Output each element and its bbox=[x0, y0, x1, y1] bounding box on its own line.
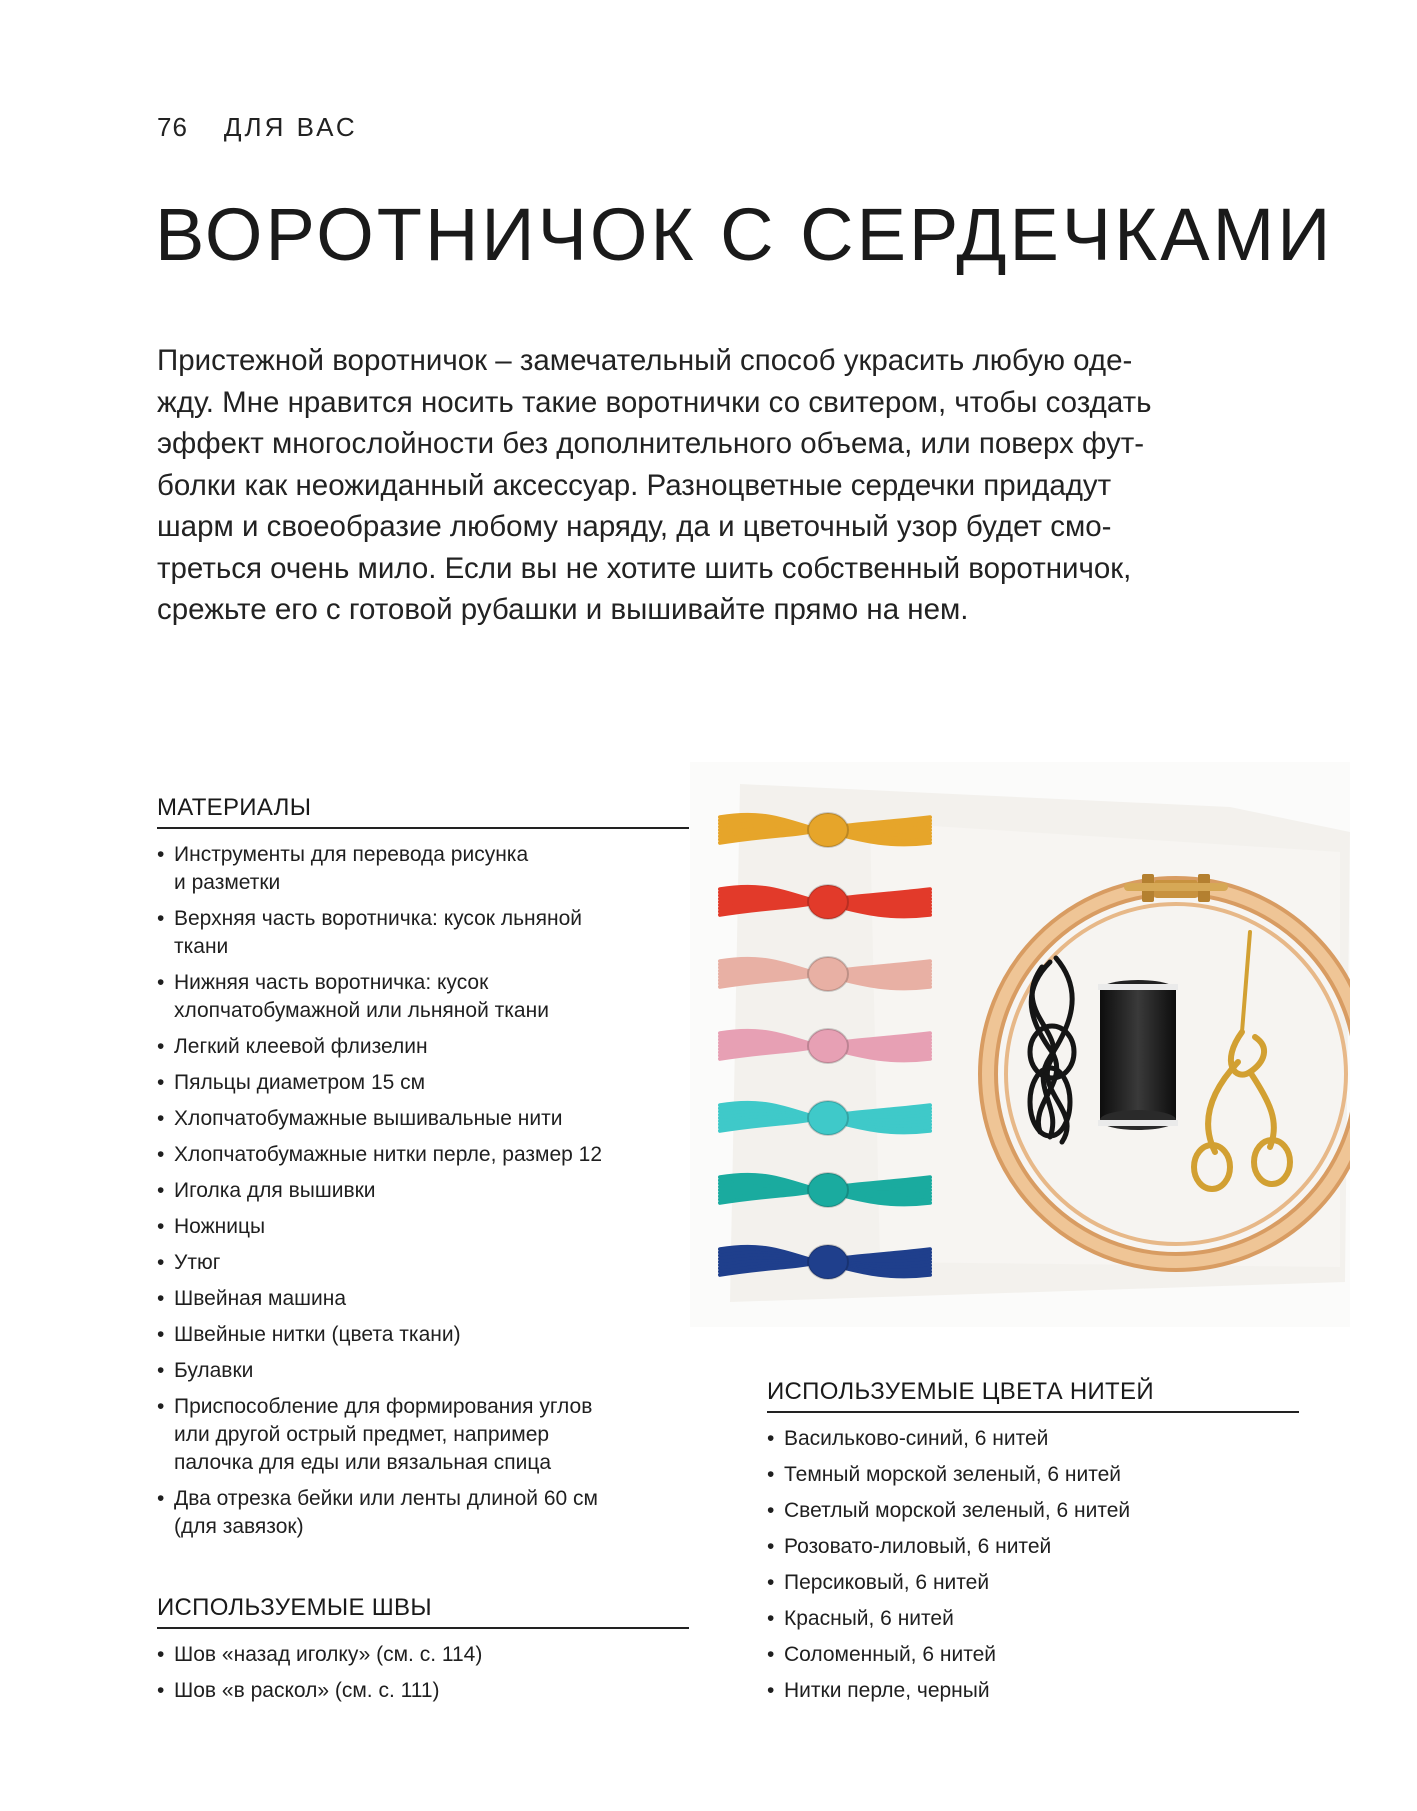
list-item-line: • Утюг bbox=[174, 1251, 221, 1274]
list-item-line: • Розовато-лиловый, 6 нитей bbox=[784, 1535, 1052, 1558]
list-item bbox=[157, 1141, 689, 1169]
list-item-line: • Два отрезка бейки или ленты длиной 60 см bbox=[174, 1487, 598, 1510]
list-item-line: • Шов «в раскол» (см. с. 111) bbox=[174, 1679, 440, 1702]
floss-knot bbox=[808, 957, 848, 991]
list-item-line: • Иголка для вышивки bbox=[174, 1179, 376, 1202]
list-item-line: • Персиковый, 6 нитей bbox=[784, 1571, 990, 1594]
list-item-line: ткани bbox=[174, 935, 229, 958]
floss-knot bbox=[808, 813, 848, 847]
list-item bbox=[157, 1213, 689, 1241]
black-thread-spool bbox=[1098, 980, 1178, 1130]
intro-line: шарм и своеобразие любому наряду, да и цветочный узор будет смо- bbox=[157, 510, 1112, 543]
intro-line: жду. Мне нравится носить такие воротнички со свитером, чтобы создать bbox=[157, 385, 1152, 419]
intro-line: треться очень мило. Если вы не хотите шить собственный воротничок, bbox=[157, 551, 1132, 585]
list-item-line: • Хлопчатобумажные вышивальные нити bbox=[174, 1107, 563, 1130]
list-item-line: • Нижняя часть воротничка: кусок bbox=[174, 971, 489, 994]
intro-line: эффект многослойности без дополнительного объема, или поверх фут- bbox=[157, 427, 1145, 460]
list-item-line: (для завязок) bbox=[174, 1515, 304, 1538]
list-item bbox=[157, 841, 689, 897]
materials-photo bbox=[690, 762, 1350, 1327]
list-item bbox=[157, 1393, 689, 1477]
list-item bbox=[767, 1425, 1299, 1453]
list-item-line: или другой острый предмет, например bbox=[174, 1423, 550, 1446]
floss-knot bbox=[808, 885, 848, 919]
intro-paragraph bbox=[157, 340, 1287, 631]
running-header bbox=[157, 112, 358, 143]
stitches-list bbox=[157, 1641, 689, 1705]
intro-line: срежьте его с готовой рубашки и вышивайте прямо на нем. bbox=[157, 593, 969, 626]
list-item-line: • Нитки перле, черный bbox=[784, 1679, 990, 1702]
list-item bbox=[157, 1641, 689, 1669]
list-item bbox=[157, 1069, 689, 1097]
materials-section bbox=[157, 794, 689, 1549]
list-item bbox=[767, 1677, 1299, 1705]
page-title: ВОРОТНИЧОК С СЕРДЕЧКАМИ bbox=[155, 193, 1334, 276]
list-item-line: • Соломенный, 6 нитей bbox=[784, 1643, 996, 1666]
floss-knot bbox=[808, 1101, 848, 1135]
list-item-line: хлопчатобумажной или льняной ткани bbox=[174, 999, 549, 1022]
list-item-line: • Булавки bbox=[174, 1359, 254, 1382]
list-item-line: • Шов «назад иголку» (см. с. 114) bbox=[174, 1643, 483, 1666]
stitches-section bbox=[157, 1594, 689, 1713]
list-item-line: • Пяльцы диаметром 15 см bbox=[174, 1071, 426, 1094]
floss-knot bbox=[808, 1029, 848, 1063]
intro-line: болки как неожиданный аксессуар. Разноцветные сердечки придадут bbox=[157, 468, 1112, 502]
list-item-line: • Легкий клеевой флизелин bbox=[174, 1035, 428, 1058]
list-item-line: • Верхняя часть воротничка: кусок льняной bbox=[174, 907, 582, 930]
list-item-line: • Ножницы bbox=[174, 1215, 266, 1238]
list-item bbox=[157, 1485, 689, 1541]
thread-colors-section bbox=[767, 1378, 1299, 1713]
list-item bbox=[157, 1677, 689, 1705]
list-item bbox=[157, 1285, 689, 1313]
floss-knot bbox=[808, 1173, 848, 1207]
list-item bbox=[157, 905, 689, 961]
materials-list bbox=[157, 841, 689, 1541]
list-item bbox=[767, 1533, 1299, 1561]
list-item-line: палочка для еды или вязальная спица bbox=[174, 1451, 552, 1474]
list-item-line: • Васильково-синий, 6 нитей bbox=[784, 1427, 1049, 1450]
materials-heading: МАТЕРИАЛЫ bbox=[157, 794, 689, 829]
list-item bbox=[767, 1461, 1299, 1489]
list-item bbox=[767, 1569, 1299, 1597]
list-item-line: • Приспособление для формирования углов bbox=[174, 1395, 593, 1418]
list-item bbox=[767, 1605, 1299, 1633]
floss-knot bbox=[808, 1245, 848, 1279]
stitches-heading: ИСПОЛЬЗУЕМЫЕ ШВЫ bbox=[157, 1594, 689, 1629]
thread-colors-heading: ИСПОЛЬЗУЕМЫЕ ЦВЕТА НИТЕЙ bbox=[767, 1378, 1299, 1413]
list-item bbox=[157, 1177, 689, 1205]
list-item-line: • Светлый морской зеленый, 6 нитей bbox=[784, 1499, 1131, 1522]
list-item-line: • Швейные нитки (цвета ткани) bbox=[174, 1323, 461, 1346]
list-item bbox=[157, 969, 689, 1025]
list-item bbox=[157, 1033, 689, 1061]
list-item-line: • Темный морской зеленый, 6 нитей bbox=[784, 1463, 1122, 1486]
page-number: 76 bbox=[157, 112, 188, 142]
thread-colors-list bbox=[767, 1425, 1299, 1705]
section-name: ДЛЯ ВАС bbox=[223, 112, 358, 142]
intro-line: Пристежной воротничок – замечательный способ украсить любую оде- bbox=[157, 344, 1133, 377]
list-item bbox=[157, 1105, 689, 1133]
list-item bbox=[157, 1321, 689, 1349]
list-item-line: • Швейная машина bbox=[174, 1287, 347, 1310]
list-item-line: и разметки bbox=[174, 871, 281, 894]
list-item-line: • Инструменты для перевода рисунка bbox=[174, 843, 529, 866]
list-item bbox=[157, 1249, 689, 1277]
list-item bbox=[157, 1357, 689, 1385]
list-item-line: • Хлопчатобумажные нитки перле, размер 12 bbox=[174, 1143, 603, 1166]
list-item bbox=[767, 1497, 1299, 1525]
list-item bbox=[767, 1641, 1299, 1669]
list-item-line: • Красный, 6 нитей bbox=[784, 1607, 954, 1630]
